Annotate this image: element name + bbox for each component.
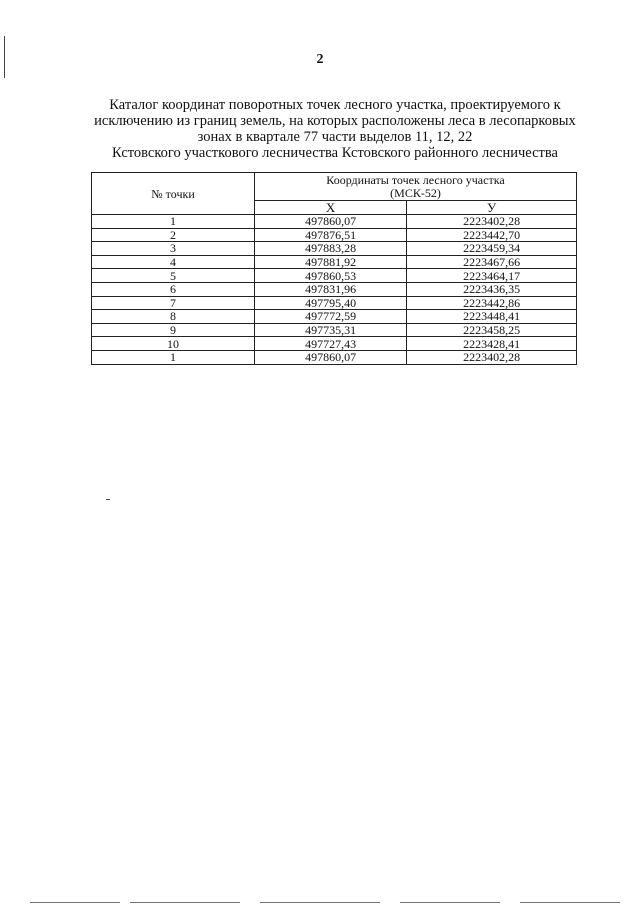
- table-row: [92, 296, 577, 310]
- table-row: [92, 215, 577, 229]
- cell-x: 497860,07: [255, 350, 407, 364]
- cell-point-number: 6: [92, 282, 255, 296]
- title-line-1: Каталог координат поворотных точек лесного участка, проектируемого к: [109, 97, 561, 113]
- title-line-2: исключению из границ земель, на которых расположены леса в лесопарковых: [94, 113, 576, 129]
- header-coordinates-line1: Координаты точек лесного участка: [326, 173, 505, 187]
- cell-x: 497860,53: [255, 269, 407, 283]
- header-coordinates: [255, 173, 577, 201]
- cell-y: 2223442,70: [407, 228, 577, 242]
- table-row: [92, 228, 577, 242]
- table-row: [92, 310, 577, 324]
- cell-point-number: 9: [92, 323, 255, 337]
- cell-y: 2223467,66: [407, 255, 577, 269]
- cell-point-number: 2: [92, 228, 255, 242]
- cell-x: 497883,28: [255, 242, 407, 256]
- cell-point-number: 7: [92, 296, 255, 310]
- title-line-4: Кстовского участкового лесничества Кстовского районного лесничества: [112, 145, 558, 161]
- cell-y: 2223459,34: [407, 242, 577, 256]
- cell-point-number: 10: [92, 337, 255, 351]
- coordinates-table-body: [92, 215, 577, 365]
- cell-x: 497860,07: [255, 215, 407, 229]
- header-y: У: [407, 201, 577, 215]
- cell-y: 2223402,28: [407, 215, 577, 229]
- cell-y: 2223436,35: [407, 282, 577, 296]
- scan-bottom-line: [30, 902, 120, 903]
- table-row: [92, 255, 577, 269]
- cell-point-number: 3: [92, 242, 255, 256]
- cell-point-number: 4: [92, 255, 255, 269]
- table-row: [92, 350, 577, 364]
- header-x: X: [255, 201, 407, 215]
- table-row: [92, 269, 577, 283]
- cell-y: 2223442,86: [407, 296, 577, 310]
- cell-point-number: 1: [92, 350, 255, 364]
- coordinates-table: [91, 172, 577, 365]
- table-row: [92, 242, 577, 256]
- scan-dot: [106, 499, 110, 500]
- cell-x: 497727,43: [255, 337, 407, 351]
- header-point-number: № точки: [92, 173, 255, 215]
- header-coordinates-line2: (МСК-52): [390, 186, 441, 200]
- scan-bottom-line: [130, 902, 240, 903]
- cell-y: 2223428,41: [407, 337, 577, 351]
- cell-x: 497876,51: [255, 228, 407, 242]
- cell-x: 497735,31: [255, 323, 407, 337]
- table-row: [92, 282, 577, 296]
- cell-x: 497772,59: [255, 310, 407, 324]
- cell-y: 2223448,41: [407, 310, 577, 324]
- page-number: 2: [316, 52, 324, 67]
- cell-x: 497795,40: [255, 296, 407, 310]
- cell-y: 2223464,17: [407, 269, 577, 283]
- cell-point-number: 1: [92, 215, 255, 229]
- scan-bottom-line: [260, 902, 380, 903]
- table-row: [92, 337, 577, 351]
- title-line-3: зонах в квартале 77 части выделов 11, 12, 22: [197, 129, 473, 145]
- cell-point-number: 8: [92, 310, 255, 324]
- cell-point-number: 5: [92, 269, 255, 283]
- cell-x: 497831,96: [255, 282, 407, 296]
- table-row: [92, 323, 577, 337]
- cell-x: 497881,92: [255, 255, 407, 269]
- scan-bottom-line: [400, 902, 500, 903]
- cell-y: 2223458,25: [407, 323, 577, 337]
- scan-bottom-line: [520, 902, 620, 903]
- cell-y: 2223402,28: [407, 350, 577, 364]
- document-title: [90, 97, 580, 161]
